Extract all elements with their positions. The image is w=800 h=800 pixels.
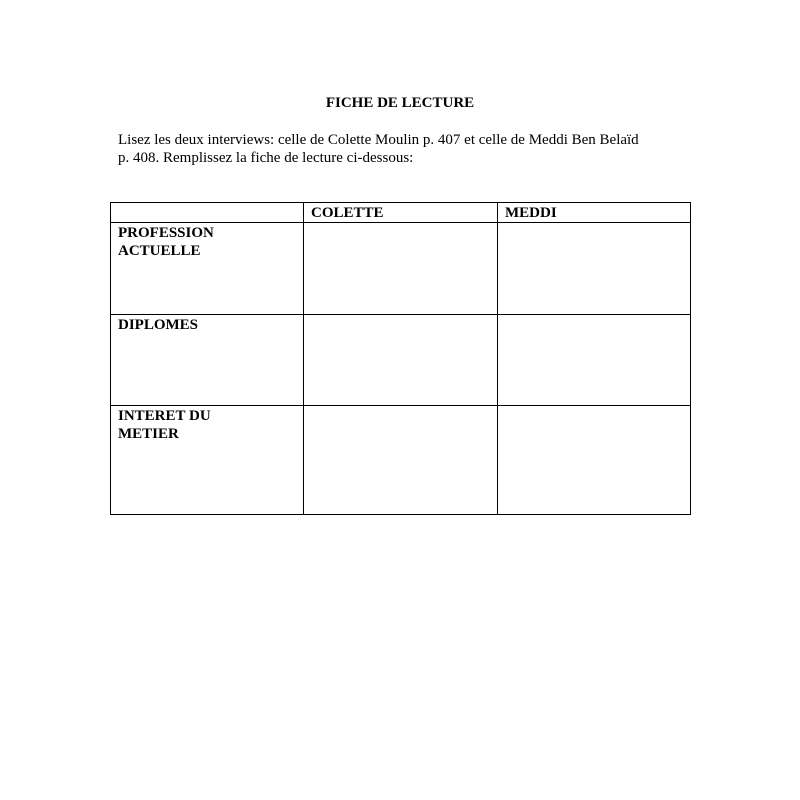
table-row-interet [111,406,691,515]
cell-meddi-diplomes[interactable] [498,315,691,406]
cell-colette-diplomes[interactable] [304,315,498,406]
reading-sheet-table [110,202,691,515]
row-label-interet [111,406,304,515]
page-title: FICHE DE LECTURE [325,95,475,111]
cell-colette-interet[interactable] [304,406,498,515]
instructions-paragraph [118,131,688,167]
instructions-line-1: Lisez les deux interviews: celle de Colette Moulin p. 407 et celle de Meddi Ben Belaïd [118,132,639,148]
table-row-profession [111,223,691,315]
table-header-row [111,203,691,223]
table-row-diplomes [111,315,691,406]
row-label-line: METIER [118,426,179,442]
header-meddi: MEDDI [498,203,691,223]
cell-meddi-profession[interactable] [498,223,691,315]
row-label-diplomes [111,315,304,406]
header-colette: COLETTE [304,203,498,223]
row-label-profession [111,223,304,315]
row-label-line: ACTUELLE [118,243,201,259]
row-label-line: DIPLOMES [118,317,199,333]
cell-meddi-interet[interactable] [498,406,691,515]
header-empty-cell [111,203,304,223]
row-label-line: INTERET DU [118,408,211,424]
cell-colette-profession[interactable] [304,223,498,315]
row-label-line: PROFESSION [118,225,214,241]
instructions-line-2: p. 408. Remplissez la fiche de lecture ci-dessous: [118,150,414,166]
